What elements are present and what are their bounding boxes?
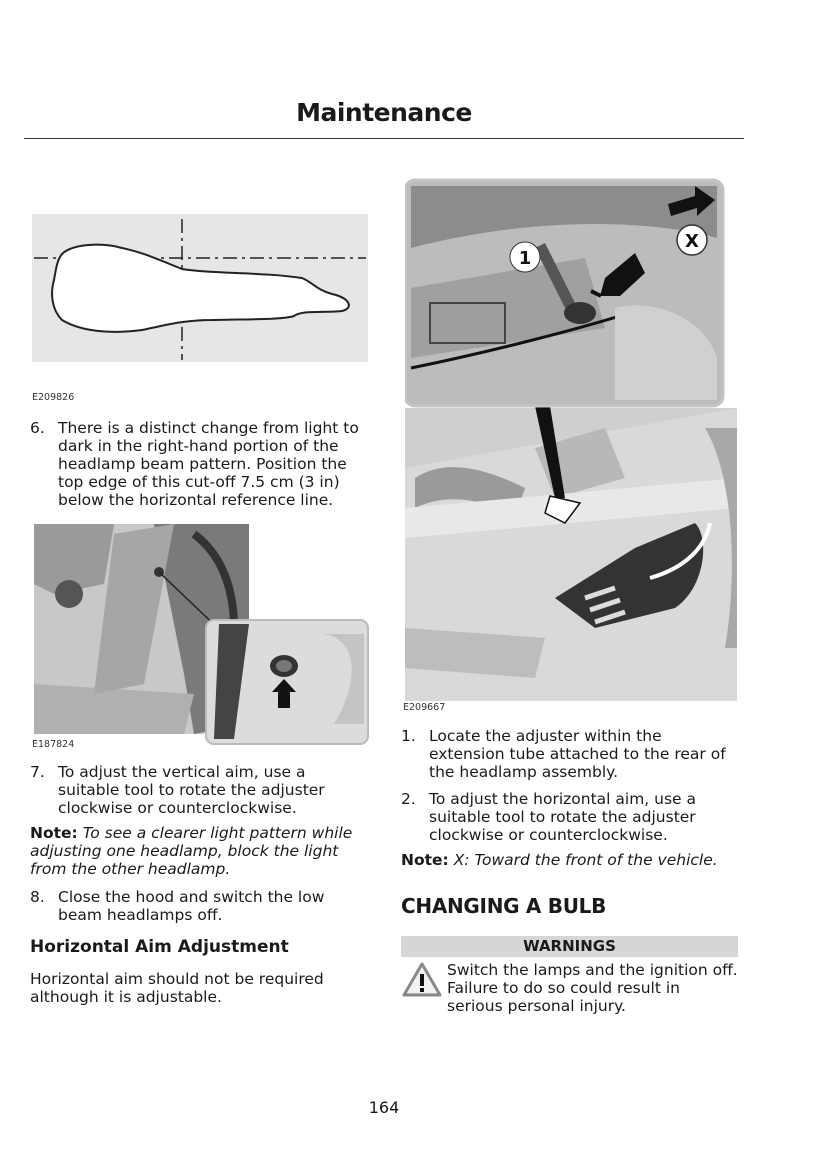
warnings-bar: WARNINGS xyxy=(401,936,738,957)
page-title: Maintenance xyxy=(296,98,472,127)
step-1 xyxy=(401,727,743,783)
warning-line: serious personal injury. xyxy=(447,997,626,1015)
step-number: 6. xyxy=(30,419,45,437)
note-line: from the other headlamp. xyxy=(30,860,231,878)
step-number: 1. xyxy=(401,727,416,745)
note-block-right xyxy=(401,851,743,869)
step-line: To adjust the horizontal aim, use a xyxy=(429,790,697,808)
step-line: dark in the right-hand portion of the xyxy=(58,437,339,455)
callout-1: 1 xyxy=(518,248,532,269)
body-paragraph xyxy=(30,970,380,1006)
step-line: To adjust the vertical aim, use a xyxy=(58,763,306,781)
beam-pattern-figure xyxy=(32,214,368,362)
figure-id-e209667: E209667 xyxy=(403,702,446,713)
headlamp-location-figure xyxy=(405,178,737,701)
callout-x: X xyxy=(685,231,699,252)
section-heading-horizontal-aim: Horizontal Aim Adjustment xyxy=(30,937,289,957)
note-label: Note: xyxy=(401,851,449,869)
header-rule xyxy=(24,138,744,139)
step-line: clockwise or counterclockwise. xyxy=(58,799,297,817)
warning-triangle-icon xyxy=(402,962,442,998)
step-number: 8. xyxy=(30,888,45,906)
step-line: the headlamp assembly. xyxy=(429,763,619,781)
step-line: below the horizontal reference line. xyxy=(58,491,334,509)
step-line: clockwise or counterclockwise. xyxy=(429,826,668,844)
step-line: extension tube attached to the rear of xyxy=(429,745,726,763)
figure-id-e187824: E187824 xyxy=(32,739,75,750)
step-line: suitable tool to rotate the adjuster xyxy=(58,781,325,799)
figure-id-e209826: E209826 xyxy=(32,392,75,403)
step-line: top edge of this cut-off 7.5 cm (3 in) xyxy=(58,473,340,491)
note-block-left xyxy=(30,824,380,878)
section-heading-changing-bulb: CHANGING A BULB xyxy=(401,894,607,918)
step-6 xyxy=(30,419,380,513)
step-number: 7. xyxy=(30,763,45,781)
step-2 xyxy=(401,790,743,846)
step-number: 2. xyxy=(401,790,416,808)
note-label: Note: xyxy=(30,824,78,842)
page-number: 164 xyxy=(368,1098,400,1117)
warning-text xyxy=(447,961,743,1015)
adjuster-closeup-figure xyxy=(34,524,370,748)
step-line: There is a distinct change from light to xyxy=(58,419,359,437)
warning-line: Switch the lamps and the ignition off. xyxy=(447,961,738,979)
body-line: Horizontal aim should not be required xyxy=(30,970,324,988)
note-line: adjusting one headlamp, block the light xyxy=(30,842,339,860)
step-line: Close the hood and switch the low xyxy=(58,888,325,906)
step-line: headlamp beam pattern. Position the xyxy=(58,455,347,473)
note-line: To see a clearer light pattern while xyxy=(82,824,353,842)
step-7 xyxy=(30,763,380,819)
note-text: X: Toward the front of the vehicle. xyxy=(453,851,718,869)
warning-line: Failure to do so could result in xyxy=(447,979,680,997)
step-line: Locate the adjuster within the xyxy=(429,727,662,745)
step-8 xyxy=(30,888,380,926)
step-line: suitable tool to rotate the adjuster xyxy=(429,808,696,826)
body-line: although it is adjustable. xyxy=(30,988,222,1006)
step-line: beam headlamps off. xyxy=(58,906,223,924)
